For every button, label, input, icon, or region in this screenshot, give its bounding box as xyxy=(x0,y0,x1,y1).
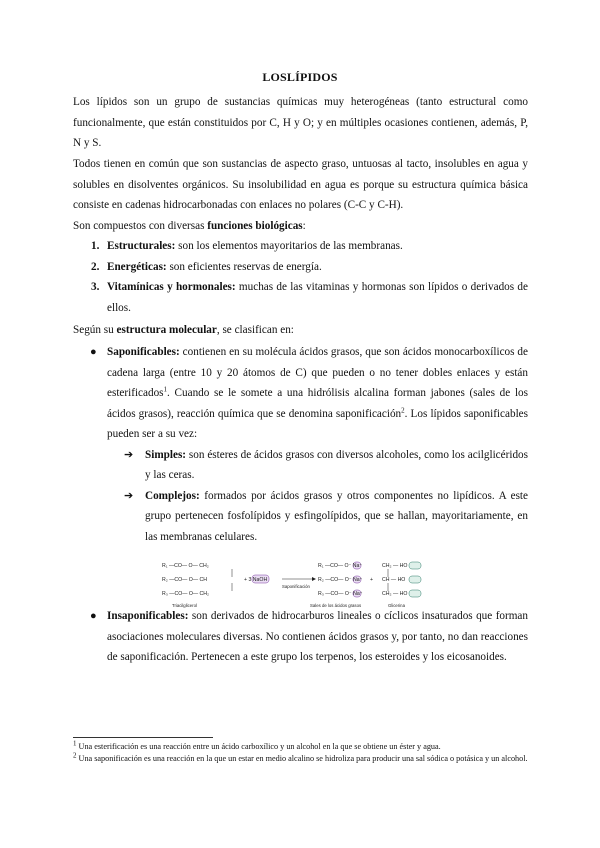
fatty-acid-salt-row-2: R₂ —CO— O⁻ Na⁺ xyxy=(318,577,363,583)
bullet-icon: ● xyxy=(90,610,97,622)
classification-list-continued xyxy=(73,606,528,668)
function-label: Energéticas: xyxy=(107,260,167,273)
sublist-label: Complejos: xyxy=(145,489,200,502)
fatty-acid-salt-row-1: R₁ —CO— O⁻ Na⁺ xyxy=(318,563,363,569)
insaponificables-item xyxy=(73,606,528,668)
function-item-energetic xyxy=(73,257,528,278)
glycerin-row-2: CH — HO xyxy=(382,577,406,583)
footnote-mark: 1 xyxy=(73,739,77,748)
saponificables-label: Saponificables: xyxy=(107,346,180,358)
function-text: son los elementos mayoritarios de las membranas. xyxy=(175,240,403,252)
footnote-divider xyxy=(73,737,213,738)
triacylglycerol-row-1: R₁ —CO— O— CH₂ xyxy=(162,563,209,569)
label-glycerin: Glicerina xyxy=(388,603,405,608)
footnote-text: Una saponificación es una reacción en la que un estar en medio alcalino se hidroliza para producir una sal sódica o potásica y un alcohol. xyxy=(76,753,528,763)
saponificables-sublist xyxy=(107,445,528,548)
fatty-acid-salt-row-3: R₃ —CO— O⁻ Na⁺ xyxy=(318,591,363,597)
saponificables-text-3: . Los lípidos saponificables pueden ser a su vez: xyxy=(107,407,528,440)
function-label: Estructurales: xyxy=(107,240,176,252)
glycerin-row-1: CH₂ — HO xyxy=(382,563,408,569)
footnote-text: Una esterificación es una reacción entre un ácido carboxílico y un alcohol en la que se obtiene un éster y agua. xyxy=(76,742,441,751)
insaponificables-text: son derivados de hidrocarburos lineales o cíclicos insaturados que forman asociaciones moleculares diversas. No contienen ácidos grasos y, por tanto, no dan reacciones de saponificación. Pertenecen a este grupo los terpenos, los esteroides y los eicosanoides. xyxy=(107,610,528,663)
function-text: son eficientes reservas de energía. xyxy=(166,260,322,273)
sublist-text: son ésteres de ácidos grasos con diversos alcoholes, como los acilglicéridos y las ceras. xyxy=(145,448,528,481)
saponificables-item xyxy=(73,342,528,547)
functions-intro xyxy=(73,216,528,237)
plus-sign: + xyxy=(370,577,374,583)
page-title: LOSLÍPIDOS xyxy=(262,70,338,84)
saponification-arrow-label: Saponificación xyxy=(282,584,310,589)
functions-intro-post: : xyxy=(302,220,306,232)
function-item-structural xyxy=(73,236,528,257)
glycerin-row-3: CH₂ — HO xyxy=(382,591,408,597)
label-triacylglycerol: Triacilglicerol xyxy=(172,603,197,608)
classification-bold: estructura molecular xyxy=(116,324,217,336)
footnote-ref-2[interactable]: 2 xyxy=(401,405,405,414)
triacylglycerol-row-2: R₂ —CO— O— CH xyxy=(162,577,207,583)
bullet-icon: ● xyxy=(90,346,97,358)
footnote-2 xyxy=(73,750,528,765)
footnote-mark: 2 xyxy=(73,750,77,759)
classification-pre: Según su xyxy=(73,324,117,336)
functions-intro-pre: Son compuestos con diversas xyxy=(73,220,208,232)
list-number: 3. xyxy=(91,281,100,293)
functions-intro-bold: funciones biológicas xyxy=(207,220,303,232)
sublist-item-simples xyxy=(107,445,528,486)
arrow-right-icon: ➔ xyxy=(124,489,134,502)
intro-paragraph-2: Todos tienen en común que son sustancias de aspecto graso, untuosas al tacto, insolubles en agua y solubles en disolventes orgánicos. Su insolubilidad en agua es porque su estructura química básica consiste en cadenas hidrocarbonadas con enlaces no polares (C-C y C-H). xyxy=(73,158,528,211)
label-fatty-acid-salts: Sales de los ácidos grasos xyxy=(310,603,362,608)
function-text: muchas de las vitaminas y hormonas son lípidos o derivados de ellos. xyxy=(107,281,528,314)
footnote-1 xyxy=(73,741,528,753)
sublist-item-complejos xyxy=(107,486,528,548)
triacylglycerol-row-3: R₃ —CO— O— CH₂ xyxy=(162,591,210,597)
classification-intro xyxy=(73,320,528,341)
classification-post: , se clasifican en: xyxy=(216,324,294,336)
functions-list xyxy=(73,236,528,318)
function-item-vitamin-hormonal xyxy=(73,277,528,318)
list-number: 1. xyxy=(91,240,100,252)
saponificables-text-1: contienen en su molécula ácidos grasos, que son ácidos monocarboxílicos de cadena larga (entre 10 y 20 átomos de C) que pueden o no tener dobles enlaces y están esterificados xyxy=(107,346,528,399)
function-label: Vitamínicas y hormonales: xyxy=(107,281,236,293)
footnotes xyxy=(73,741,528,764)
list-number: 2. xyxy=(91,260,100,273)
arrow-right-icon: ➔ xyxy=(124,448,134,461)
sublist-label: Simples: xyxy=(145,448,187,461)
classification-list xyxy=(73,342,528,547)
footnote-ref-1[interactable]: 1 xyxy=(163,385,168,394)
saponification-reaction-figure xyxy=(160,558,440,610)
sublist-text: formados por ácidos grasos y otros componentes no lipídicos. A este grupo pertenecen fosfolípidos y esfingolípidos, que se hallan, mayoritariamente, en las membranas celulares. xyxy=(145,489,528,543)
naoh-reagent: + 3 NaOH xyxy=(244,577,268,583)
saponificables-text-2: . Cuando se le somete a una hidrólisis alcalina forman jabones (sales de los ácidos grasos), reacción química que se denomina saponificación xyxy=(107,387,528,420)
intro-paragraph-1: Los lípidos son un grupo de sustancias químicas muy heterogéneas (tanto estructural como funcionalmente, que están constituidos por C, H y O; y en múltiples ocasiones contienen, además, P, N y S. xyxy=(73,96,528,149)
insaponificables-label: Insaponificables: xyxy=(107,610,189,622)
